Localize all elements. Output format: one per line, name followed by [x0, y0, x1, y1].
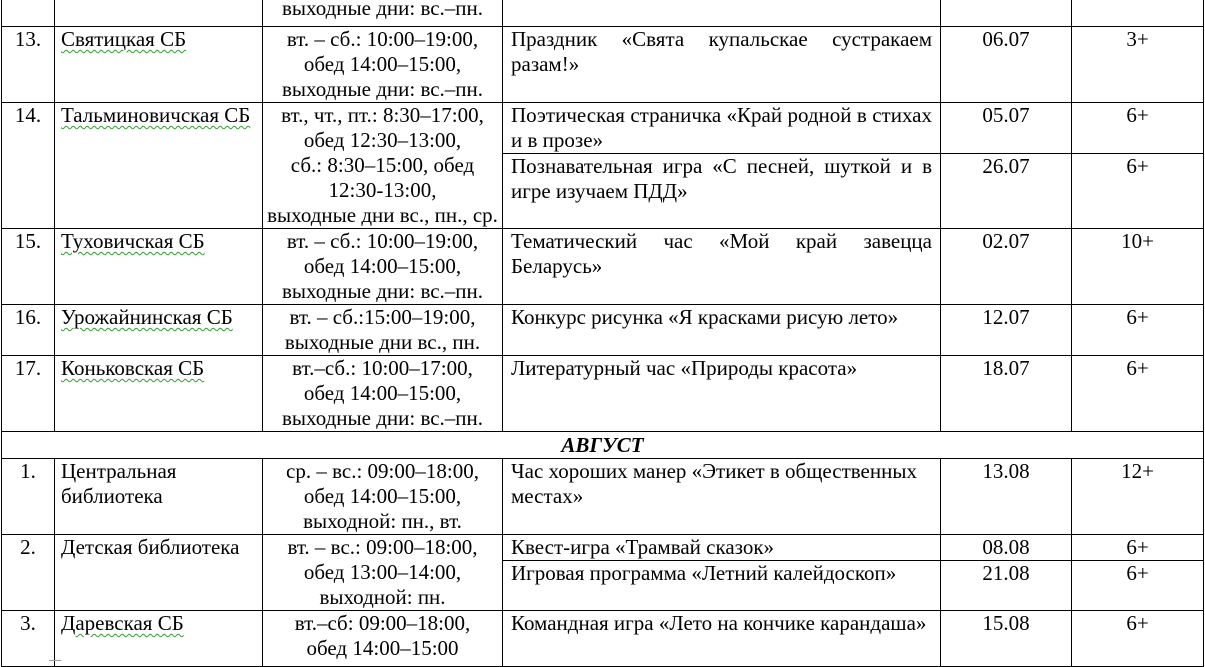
month-header-row	[2, 432, 1204, 459]
age-rating	[1072, 0, 1204, 27]
event-title	[503, 0, 941, 27]
event-date: 02.07	[941, 229, 1072, 305]
age-rating: 6+	[1072, 305, 1204, 356]
age-rating: 6+	[1072, 611, 1204, 667]
age-rating: 6+	[1072, 535, 1204, 561]
opening-hours: вт. – сб.: 10:00–19:00, обед 14:00–15:00, выходные дни: вс.–пн.	[263, 27, 503, 103]
library-name	[55, 0, 263, 27]
library-name: Тальминовичская СБ	[55, 103, 263, 229]
page-edge-mark	[49, 660, 61, 661]
table-row	[2, 229, 1204, 305]
event-date	[941, 0, 1072, 27]
opening-hours: вт. – сб.: 10:00–19:00, обед 14:00–15:00, выходные дни: вс.–пн.	[263, 229, 503, 305]
library-name: Даревская СБ	[55, 611, 263, 667]
table-row	[2, 103, 1204, 154]
event-date: 12.07	[941, 305, 1072, 356]
library-name: Детская библиотека	[55, 535, 263, 611]
event-title: Праздник «Свята купальскае сустракаем разам!»	[503, 27, 941, 103]
event-title: Квест-игра «Трамвай сказок»	[503, 535, 941, 561]
row-number: 17.	[2, 356, 55, 432]
opening-hours: вт., чт., пт.: 8:30–17:00, обед 12:30–13:00, сб.: 8:30–15:00, обед 12:30-13:00, выходные дни вс., пн., ср.	[263, 103, 503, 229]
event-title: Командная игра «Лето на кончике карандаша»	[503, 611, 941, 667]
row-number: 3.	[2, 611, 55, 667]
row-number	[2, 0, 55, 27]
table-row	[2, 305, 1204, 356]
age-rating: 3+	[1072, 27, 1204, 103]
event-title: Тематический час «Мой край завецца Беларусь»	[503, 229, 941, 305]
month-header: АВГУСТ	[2, 432, 1204, 459]
age-rating: 6+	[1072, 356, 1204, 432]
event-title: Поэтическая страничка «Край родной в стихах и в прозе»	[503, 103, 941, 154]
opening-hours: вт.–сб.: 10:00–17:00, обед 14:00–15:00, выходные дни: вс.–пн.	[263, 356, 503, 432]
event-date: 15.08	[941, 611, 1072, 667]
library-name: Центральная библиотека	[55, 459, 263, 535]
table-row	[2, 27, 1204, 103]
row-number: 16.	[2, 305, 55, 356]
event-date: 21.08	[941, 561, 1072, 611]
event-title: Литературный час «Природы красота»	[503, 356, 941, 432]
row-number: 13.	[2, 27, 55, 103]
row-number: 1.	[2, 459, 55, 535]
event-title: Познавательная игра «С песней, шуткой и в игре изучаем ПДД»	[503, 154, 941, 229]
event-date: 13.08	[941, 459, 1072, 535]
event-date: 05.07	[941, 103, 1072, 154]
table-row	[2, 459, 1204, 535]
age-rating: 10+	[1072, 229, 1204, 305]
library-name: Туховичская СБ	[55, 229, 263, 305]
event-date: 18.07	[941, 356, 1072, 432]
row-number: 15.	[2, 229, 55, 305]
opening-hours: выходные дни: вс.–пн.	[263, 0, 503, 27]
row-number: 14.	[2, 103, 55, 229]
table-row	[2, 611, 1204, 667]
event-date: 08.08	[941, 535, 1072, 561]
event-title: Конкурс рисунка «Я красками рисую лето»	[503, 305, 941, 356]
table-row	[2, 0, 1204, 27]
event-title: Игровая программа «Летний калейдоскоп»	[503, 561, 941, 611]
opening-hours: вт. – сб.:15:00–19:00, выходные дни вс., пн.	[263, 305, 503, 356]
age-rating: 12+	[1072, 459, 1204, 535]
age-rating: 6+	[1072, 103, 1204, 154]
opening-hours: ср. – вс.: 09:00–18:00, обед 14:00–15:00, выходной: пн., вт.	[263, 459, 503, 535]
event-title: Час хороших манер «Этикет в общественных местах»	[503, 459, 941, 535]
event-date: 06.07	[941, 27, 1072, 103]
opening-hours: вт. – вс.: 09:00–18:00, обед 13:00–14:00, выходной: пн.	[263, 535, 503, 611]
table-row	[2, 356, 1204, 432]
row-number: 2.	[2, 535, 55, 611]
library-name: Урожайнинская СБ	[55, 305, 263, 356]
age-rating: 6+	[1072, 154, 1204, 229]
event-date: 26.07	[941, 154, 1072, 229]
schedule-table	[1, 0, 1204, 667]
table-row	[2, 535, 1204, 561]
opening-hours: вт.–сб: 09:00–18:00, обед 14:00–15:00	[263, 611, 503, 667]
library-name: Святицкая СБ	[55, 27, 263, 103]
library-name: Коньковская СБ	[55, 356, 263, 432]
age-rating: 6+	[1072, 561, 1204, 611]
